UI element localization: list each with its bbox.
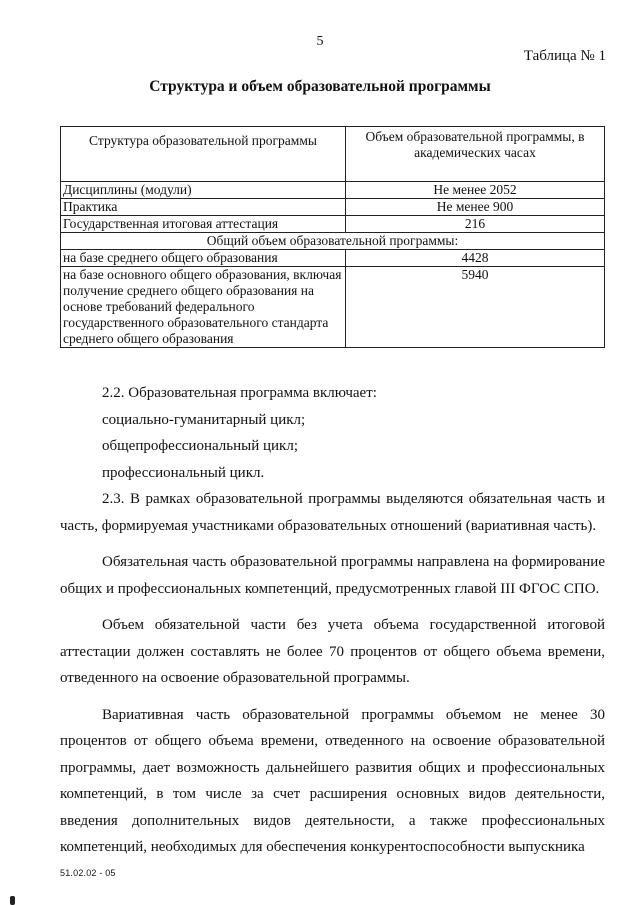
paragraph-2-2: 2.2. Образовательная программа включает: xyxy=(102,385,377,401)
row-value: 216 xyxy=(346,216,605,233)
row-label: Государственная итоговая аттестация xyxy=(61,216,346,233)
paragraph-mandatory-part: Обязательная часть образовательной программы направлена на формирование общих и профессиональных компетенций, предусмотренных главой III ФГОС СПО. xyxy=(60,554,605,597)
list-item: общепрофессиональный цикл; xyxy=(102,438,298,454)
paragraph-2-3: 2.3. В рамках образовательной программы выделяются обязательная часть и часть, формируемая участниками образовательных отношений (вариативная часть). xyxy=(60,491,605,534)
header-volume: Объем образовательной программы, в академических часах xyxy=(346,127,605,182)
table-row xyxy=(61,216,605,233)
table-label: Таблица № 1 xyxy=(523,48,606,64)
list-item: профессиональный цикл. xyxy=(102,464,265,481)
row-label: Дисциплины (модули) xyxy=(61,182,346,199)
table-row xyxy=(61,267,605,348)
body-text xyxy=(60,380,605,861)
row-value: Не менее 900 xyxy=(346,199,605,216)
document-title: Структура и объем образовательной программы xyxy=(149,78,491,95)
total-heading: Общий объем образовательной программы: xyxy=(61,233,605,250)
row-value: 5940 xyxy=(346,267,605,348)
row-label: на базе основного общего образования, включая получение среднего общего образования на основе требований федерального государственного образовательного стандарта среднего общего образования xyxy=(61,267,346,348)
list-item: социально-гуманитарный цикл; xyxy=(102,411,306,428)
paragraph-mandatory-volume: Объем обязательной части без учета объема государственной итоговой аттестации должен составлять не более 70 процентов от общего объема времени, отведенного на освоение образовательной программы. xyxy=(60,617,605,686)
program-structure-table xyxy=(60,126,605,348)
page-number: 5 xyxy=(316,34,324,49)
table-row xyxy=(61,250,605,267)
total-heading-row xyxy=(61,233,605,250)
footer-code: 51.02.02 - 05 xyxy=(60,868,116,878)
header-structure: Структура образовательной программы xyxy=(61,127,346,182)
table-header-row xyxy=(61,127,605,182)
row-value: Не менее 2052 xyxy=(346,182,605,199)
paragraph-variable-part: Вариативная часть образовательной программы объемом не менее 30 процентов от общего объема времени, отведенного на освоение образовательной программы, дает возможность дальнейшего развития общих и профессиональных компетенций, в том числе за счет расширения основных видов деятельности, введения дополнительных видов деятельности, а также профессиональных компетенций, необходимых для обеспечения конкурентоспособности выпускника xyxy=(60,706,605,855)
row-label: Практика xyxy=(61,199,346,216)
table-row xyxy=(61,182,605,199)
row-value: 4428 xyxy=(346,250,605,267)
table-row xyxy=(61,199,605,216)
scan-artifact xyxy=(10,896,15,905)
row-label: на базе среднего общего образования xyxy=(61,250,346,267)
